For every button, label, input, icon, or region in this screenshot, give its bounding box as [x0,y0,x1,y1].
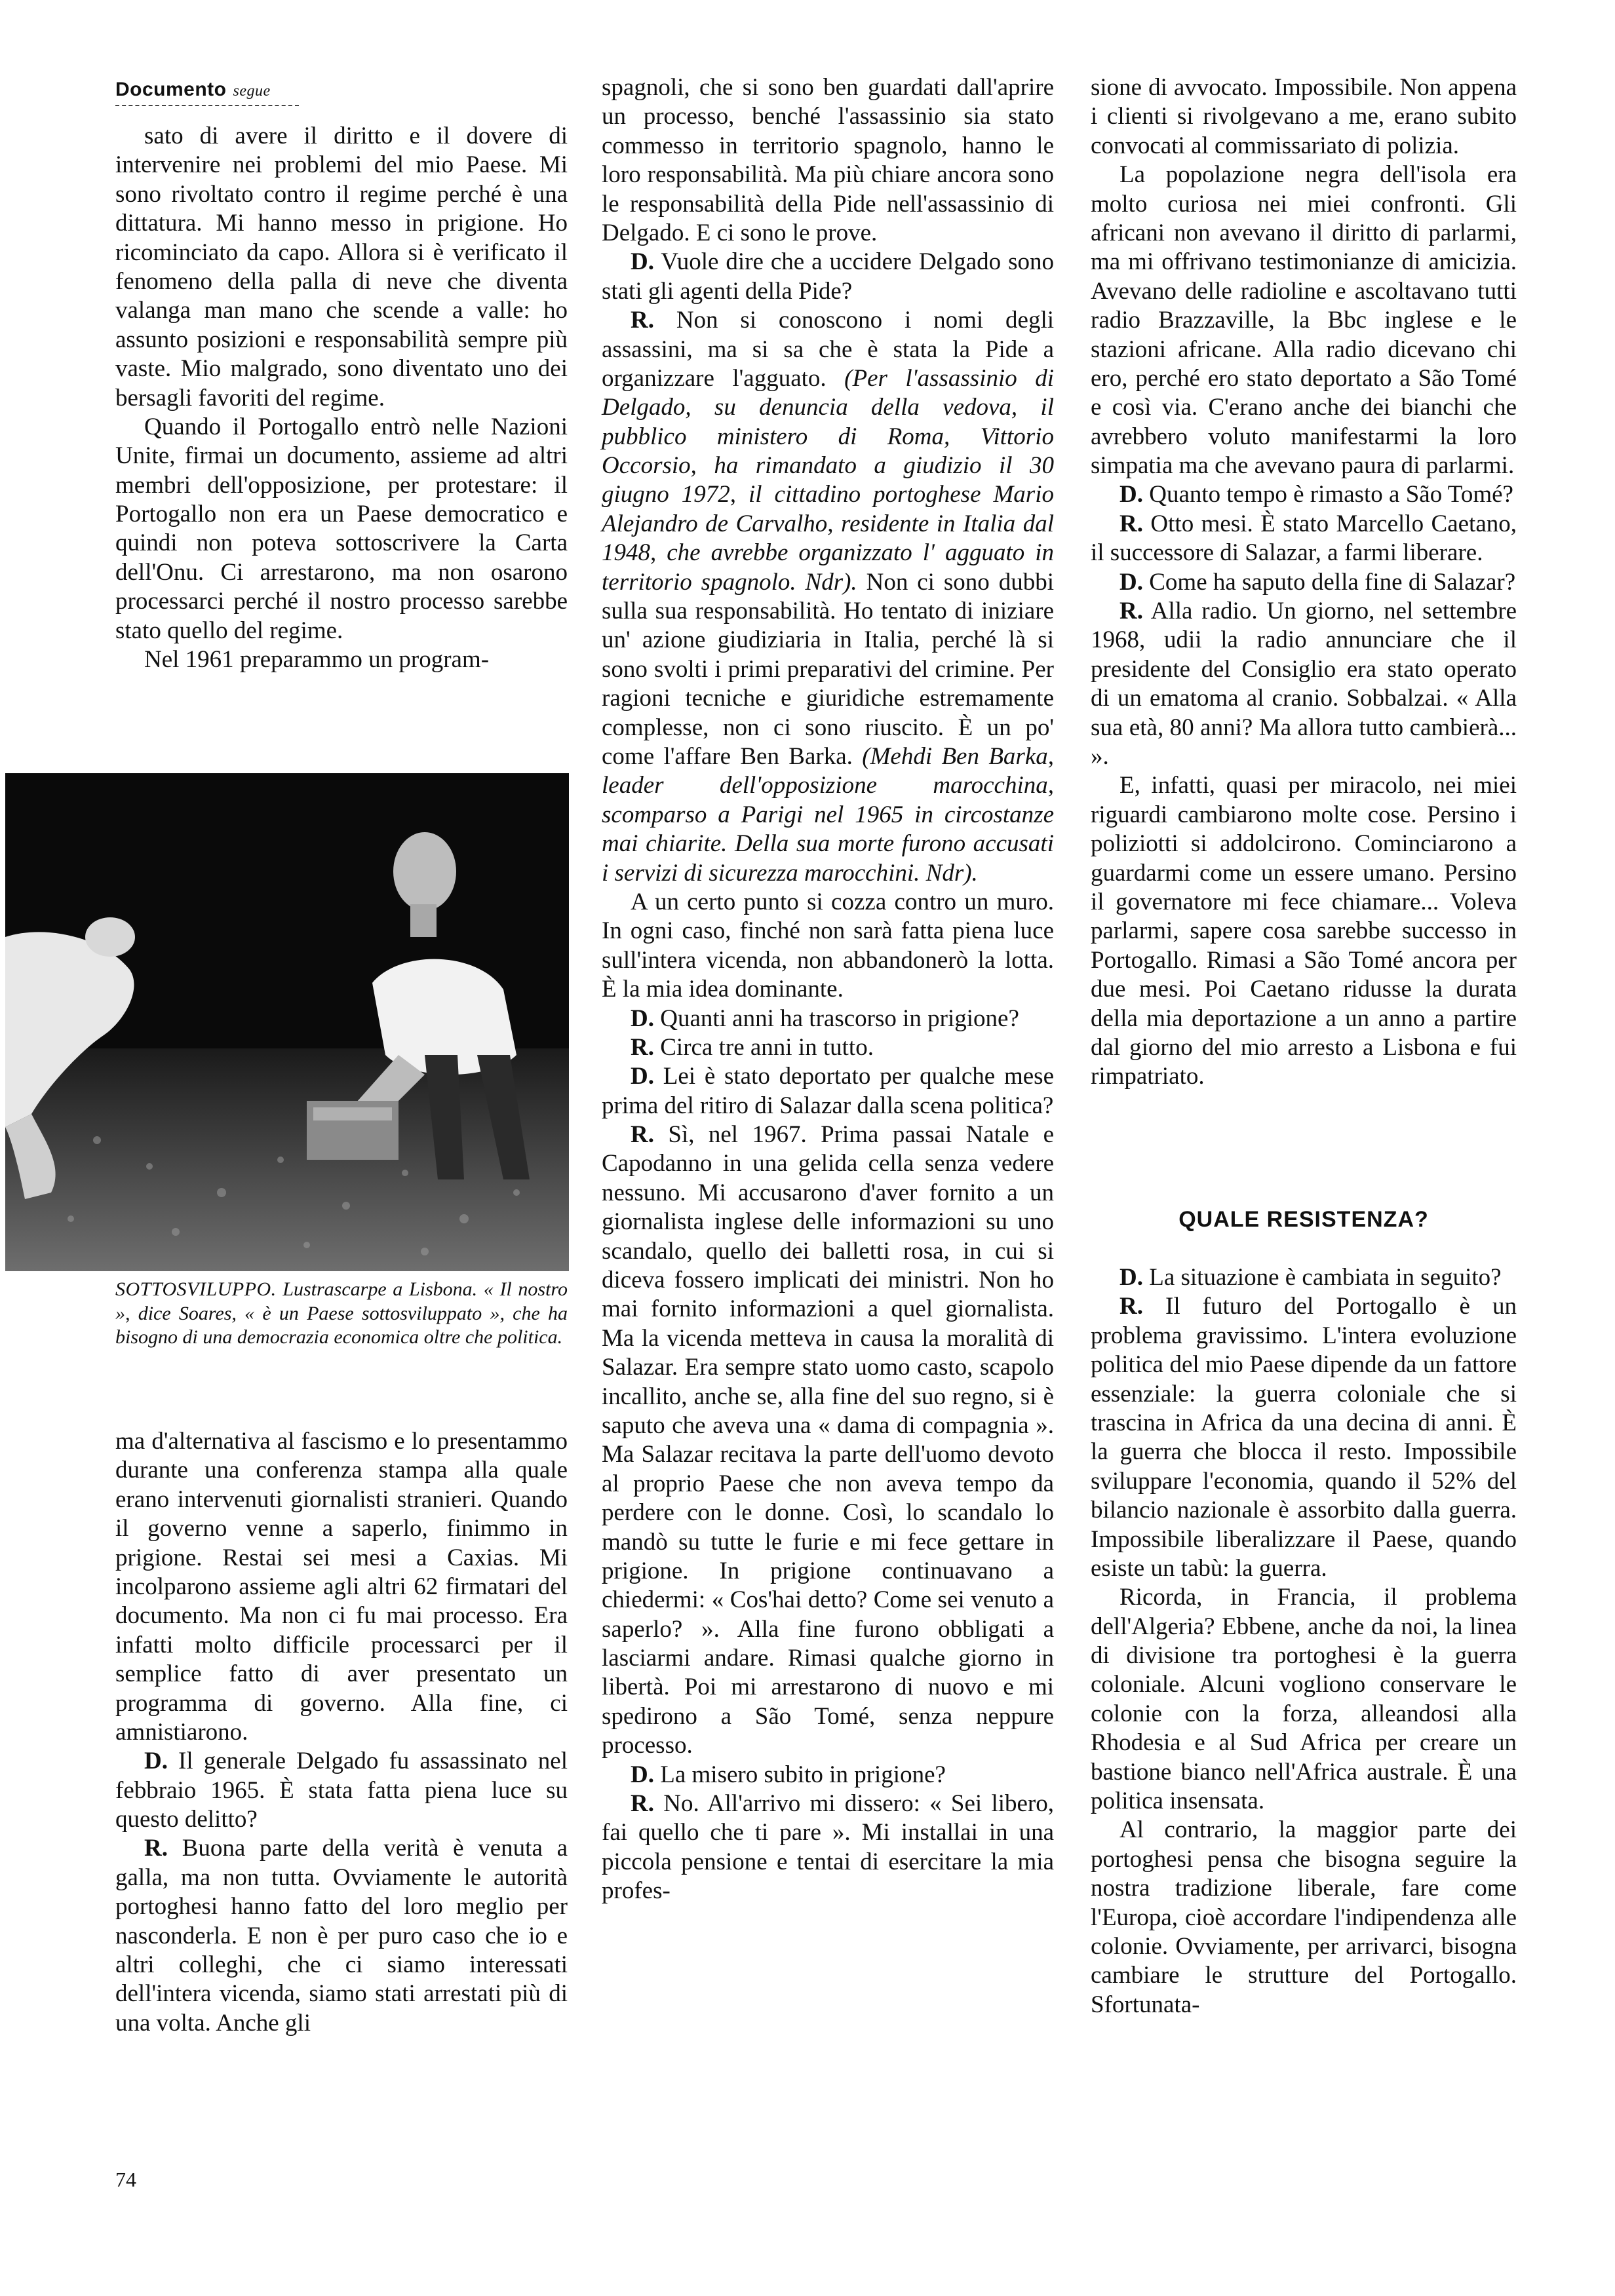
interview-paragraph [602,1789,1054,1906]
speaker-marker: D. [631,1063,654,1090]
column-3-bottom [1091,1263,1517,2019]
paragraph [115,645,568,674]
interview-paragraph [1091,510,1517,568]
paragraph-text: sato di avere il diritto e il dovere di intervenire nei problemi del mio Paese. Mi sono rivoltato contro il regime perché è una dittatura. Mi hanno messo in prigione. Ho ricominciato da capo. Allora si è verificato il fenomeno della palla di neve che diventa valanga man mano che scende a valle: ho assunto posizioni e responsabilità sempre più vaste. Mio malgrado, sono diventato uno dei bersagli favoriti del regime. [115,123,568,411]
speaker-marker: D. [631,1761,654,1788]
speaker-marker: D. [1119,1264,1143,1291]
paragraph-text: Ricorda, in Francia, il problema dell'Algeria? Ebbene, anche da noi, la linea di divisione tra portoghesi è la guerra coloniale. Alcuni vogliono conservare le colonie con la forza, alleandosi alla Rhodesia e al Sud Africa per creare un bastione bianco nell'Africa australe. È una politica insensata. [1091,1584,1517,1815]
section-subtitle: segue [233,83,271,100]
speaker-marker: D. [1119,481,1143,508]
paragraph-text: No. All'arrivo mi dissero: « Sei libero, fai quello che ti pare ». Mi installai in una piccola pensione e tentai di esercitare la mia profes- [602,1790,1055,1905]
paragraph-text: E, infatti, quasi per miracolo, nei miei riguardi cambiarono molte cose. Persino i poliziotti si addolcirono. Cominciarono a guardarmi come un essere umano. Persino il governatore mi fece chiamare... Voleva parlarmi, sapere cosa sarebbe successo in Portogallo. Rimasi a São Tomé ancora per due mesi. Poi Caetano ridusse la durata della mia deportazione a un anno a partire dal giorno del mio arresto a Lisbona e fui rimpatriato. [1091,772,1517,1090]
interview-paragraph [602,1033,1054,1062]
paragraph-text: Quando il Portogallo entrò nelle Nazioni Unite, firmai un documento, assieme ad altri membri dell'opposizione, per protestare: il Portogallo non era un Paese democratico e quindi non poteva sottoscrivere la Carta dell'Onu. Ci arrestarono, ma non osarono processarci perché il nostro processo sarebbe stato quello del regime. [115,413,568,644]
paragraph-text: Vuole dire che a uccidere Delgado sono stati gli agenti della Pide? [602,248,1054,305]
paragraph [602,73,1054,248]
column-1-bottom [115,1427,568,2038]
speaker-marker: D. [1119,568,1143,596]
paragraph [1091,73,1517,161]
interview-paragraph [602,1120,1054,1761]
section-heading: QUALE RESISTENZA? [1178,1207,1429,1232]
paragraph [1091,161,1517,480]
section-rule [115,105,299,106]
paragraph-text: Otto mesi. È stato Marcello Caetano, il successore di Salazar, a farmi liberare. [1091,510,1517,567]
interview-paragraph [1091,1292,1517,1583]
paragraph-text: ma d'alternativa al fascismo e lo presentammo durante una conferenza stampa alla quale erano intervenuti giornalisti stranieri. Quando il governo venne a saperlo, finimmo in prigione. Restai sei mesi a Caxias. Mi incolparono assieme agli altri 62 firmatari del documento. Ma non ci fu mai processo. Era infatti molto difficile processarci per il semplice fatto di aver presentato un programma di governo. Alla fine, ci amnistiarono. [115,1428,568,1746]
interview-paragraph [115,1747,568,1834]
paragraph-text: A un certo punto si cozza contro un muro. In ogni caso, finché non sarà fatta piena luce sull'intera vicenda, non abbandonerò la lotta. È la mia idea dominante. [602,888,1054,1003]
paragraph-text: Quanto tempo è rimasto a São Tomé? [1149,481,1513,508]
interview-paragraph [602,1062,1054,1120]
paragraph [115,122,568,413]
speaker-marker: R. [1119,1293,1143,1320]
paragraph-text: La situazione è cambiata in seguito? [1149,1264,1502,1291]
speaker-marker: D. [631,248,654,276]
paragraph-text: Sì, nel 1967. Prima passai Natale e Capodanno in una gelida cella senza vedere nessuno. Mi accusarono d'aver fornito a un giornalista inglese delle informazioni su uno scandalo, quello dei balletti rosa, in cui si diceva fossero implicati dei ministri. Non ho mai fornito informazioni a quel giornalista. Ma la vicenda metteva in causa la moralità di Salazar. Era sempre stato uomo casto, scapolo incallito, anche se, alla fine del suo regno, si è saputo che aveva una « dama di compagnia ». Ma Salazar recitava la parte dell'uomo devoto al proprio Paese che non aveva tempo da perdere con le donne. Così, lo scandalo lo mandò su tutte le furie e mi fece gettare in prigione. In prigione continuavano a chiedermi: « Cos'hai detto? Come sei venuto a saperlo? ». Alla fine furono obbligati a lasciarmi andare. Rimasi qualche giorno in libertà. Poi mi arrestarono di nuovo e mi spedirono a São Tomé, senza neppure processo. [602,1121,1054,1759]
paragraph-text: Alla radio. Un giorno, nel settembre 1968, udii la radio annunciare che il presidente del Consiglio era stato operato di un ematoma al cranio. Sobbalzai. « Alla sua età, 80 anni? Ma allora tutto cambierà... ». [1091,598,1517,770]
editor-note: (Mehdi Ben Barka, leader dell'opposizione marocchina, scomparso a Parigi nel 1965 in circostanze mai chiarite. Della sua morte furono accusati i servizi di sicurezza marocchini. Ndr). [602,742,1054,887]
editor-note: (Per l'assassinio di Delgado, su denuncia della vedova, il pubblico ministero di Roma, Vittorio Occorsio, ha rimandato a giudizio il 30 giugno 1972, il cittadino portoghese Mario Alejandro de Carvalho, residente in Italia dal 1948, che avrebbe organizzato l' agguato in territorio spagnolo. Ndr). [602,364,1054,596]
speaker-marker: R. [631,1790,654,1818]
interview-paragraph [602,306,1054,888]
speaker-marker: D. [144,1748,168,1775]
column-1-top [115,122,568,674]
column-3-top [1091,73,1517,1092]
caption-text: Lustrascarpe a Lisbona. « Il nostro », dice Soares, « è un Paese sottosviluppato », che ha bisogno di una democrazia economica oltre che politica. [115,1278,568,1349]
speaker-marker: R. [1119,598,1143,625]
speaker-marker: D. [631,1004,654,1032]
paragraph [1091,1816,1517,2019]
paragraph [115,1427,568,1747]
photo-caption [115,1278,568,1350]
paragraph-text: Nel 1961 preparammo un program- [144,646,490,674]
column-2 [602,73,1054,1906]
paragraph-text: Non ci sono dubbi sulla sua responsabilità. Ho tentato di iniziare un' azione giudiziaria in Italia, perché là si sono svolti i primi preparativi del crimine. Per ragioni tecniche e giuridiche estremamente complesse, non ci sono riuscito. È un po' come l'affare Ben Barka. [602,568,1054,770]
paragraph [1091,771,1517,1091]
paragraph-text: Non si conoscono i nomi degli assassini, ma si sa che è stata la Pide a organizzare l'agguato. [602,307,1054,392]
speaker-marker: R. [631,1033,654,1061]
speaker-marker: R. [144,1835,168,1862]
photo-shoeshine [5,773,569,1271]
interview-paragraph [1091,480,1517,509]
interview-paragraph [1091,597,1517,771]
paragraph-text: sione di avvocato. Impossibile. Non appena i clienti si rivolgevano a me, erano subito convocati al commissariato di polizia. [1091,74,1517,159]
section-label [115,79,271,101]
shoeshine-photo-image [5,773,569,1271]
paragraph-text: Al contrario, la maggior parte dei portoghesi pensa che bisogna seguire la nostra tradizione liberale, fare come l'Europa, cioè accordare l'indipendenza alle colonie. Ovviamente, per arrivarci, bisogna cambiare le strutture del Portogallo. Sfortunata- [1091,1816,1517,2018]
paragraph-text: Come ha saputo della fine di Salazar? [1149,568,1516,596]
speaker-marker: R. [1119,510,1143,537]
section-title: Documento [115,79,227,100]
interview-paragraph [1091,568,1517,597]
interview-paragraph [602,1761,1054,1789]
page-number: 74 [115,2168,136,2191]
paragraph-text: spagnoli, che si sono ben guardati dall'aprire un processo, benché l'assassinio sia stato commesso in territorio spagnolo, hanno le loro responsabilità. Ma più chiare ancora sono le responsabilità della Pide nell'assassinio di Delgado. E ci sono le prove. [602,74,1054,246]
paragraph [1091,1583,1517,1816]
interview-paragraph [602,1004,1054,1033]
paragraph-text: Lei è stato deportato per qualche mese prima del ritiro di Salazar dalla scena politica? [602,1063,1054,1119]
paragraph [602,888,1054,1004]
interview-paragraph [1091,1263,1517,1292]
paragraph [115,413,568,645]
paragraph-text: La popolazione negra dell'isola era molto curiosa nei miei confronti. Gli africani non avevano il diritto di parlarmi, ma mi offrivano testimonianze di amicizia. Avevano delle radioline e ascoltavano tutti radio Brazzaville, la Bbc inglese e le stazioni africane. Alla radio dicevano chi ero, perché ero stato deportato a São Tomé e così via. C'erano anche dei bianchi che avrebbero voluto manifestarmi la loro simpatia ma che avevano paura di parlarmi. [1091,161,1517,480]
paragraph-text: Il generale Delgado fu assassinato nel febbraio 1965. È stata fatta piena luce su questo delitto? [115,1748,568,1833]
paragraph-text: Quanti anni ha trascorso in prigione? [660,1004,1019,1032]
speaker-marker: R. [631,307,654,334]
paragraph-text: La misero subito in prigione? [660,1761,946,1788]
caption-lead: SOTTOSVILUPPO. [115,1278,277,1300]
paragraph-text: Buona parte della verità è venuta a galla, ma non tutta. Ovviamente le autorità portoghesi hanno fatto del loro meglio per nasconderla. E non è per puro caso che io e altri colleghi, che ci siamo interessati dell'intera vicenda, siamo stati arrestati più di una volta. Anche gli [115,1835,568,2037]
interview-paragraph [602,248,1054,306]
interview-paragraph [115,1834,568,2038]
speaker-marker: R. [631,1121,654,1149]
paragraph-text: Il futuro del Portogallo è un problema gravissimo. L'intera evoluzione politica del mio Paese dipende da un fattore essenziale: la guerra coloniale che si trascina in Africa da una decina di anni. È la guerra che blocca il resto. Impossibile sviluppare l'economia, quando il 52% del bilancio nazionale è assorbito dalla guerra. Impossibile liberalizzare il Paese, quando esiste un tabù: la guerra. [1091,1293,1517,1582]
paragraph-text: Circa tre anni in tutto. [660,1033,874,1061]
